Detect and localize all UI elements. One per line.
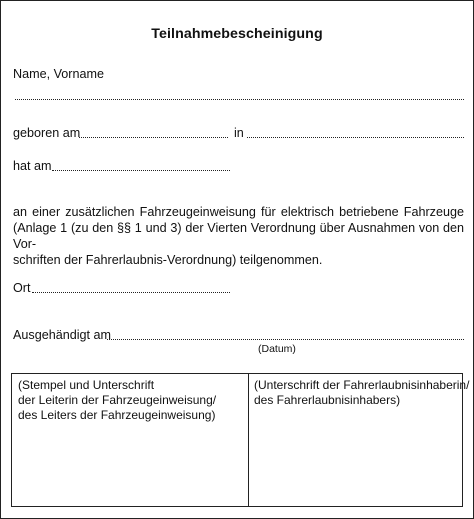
birthplace-label: in: [234, 126, 244, 140]
place-label: Ort: [13, 281, 31, 295]
instructor-signature-area[interactable]: [18, 378, 216, 423]
birthplace-field[interactable]: [247, 137, 464, 138]
attended-date-label: hat am: [13, 159, 52, 173]
born-label: geboren am: [13, 126, 81, 140]
form-title: Teilnahmebescheinigung: [151, 26, 323, 42]
place-field[interactable]: [32, 292, 230, 293]
issued-date-field[interactable]: [107, 339, 464, 340]
attendance-statement: [13, 204, 464, 268]
statement-line-1: an einer zusätzlichen Fahrzeugeinweisung für elektrisch betriebene Fahrzeuge: [13, 205, 464, 219]
name-label: Name, Vorname: [13, 67, 104, 81]
licensee-signature-line-1: (Unterschrift der Fahrerlaubnisinhaberin/: [254, 378, 470, 392]
signature-box: [11, 373, 470, 507]
issued-label: Ausgehändigt am: [13, 328, 112, 342]
statement-line-3: schriften der Fahrerlaubnis-Verordnung) teilgenommen.: [13, 253, 323, 267]
issued-date-hint: (Datum): [258, 343, 296, 355]
birth-date-field[interactable]: [79, 137, 228, 138]
attended-date-field[interactable]: [52, 170, 230, 171]
instructor-signature-line-3: des Leiters der Fahrzeugeinweisung): [18, 408, 216, 422]
signature-divider: [248, 374, 249, 506]
licensee-signature-area[interactable]: [254, 378, 469, 408]
statement-line-2: (Anlage 1 (zu den §§ 1 und 3) der Vierten Verordnung über Ausnahmen von den Vor-: [13, 221, 464, 251]
instructor-signature-line-1: (Stempel und Unterschrift: [18, 378, 155, 392]
licensee-signature-line-2: des Fahrerlaubnisinhabers): [254, 393, 401, 407]
instructor-signature-line-2: der Leiterin der Fahrzeugeinweisung/: [18, 393, 217, 407]
name-field[interactable]: [15, 99, 464, 100]
